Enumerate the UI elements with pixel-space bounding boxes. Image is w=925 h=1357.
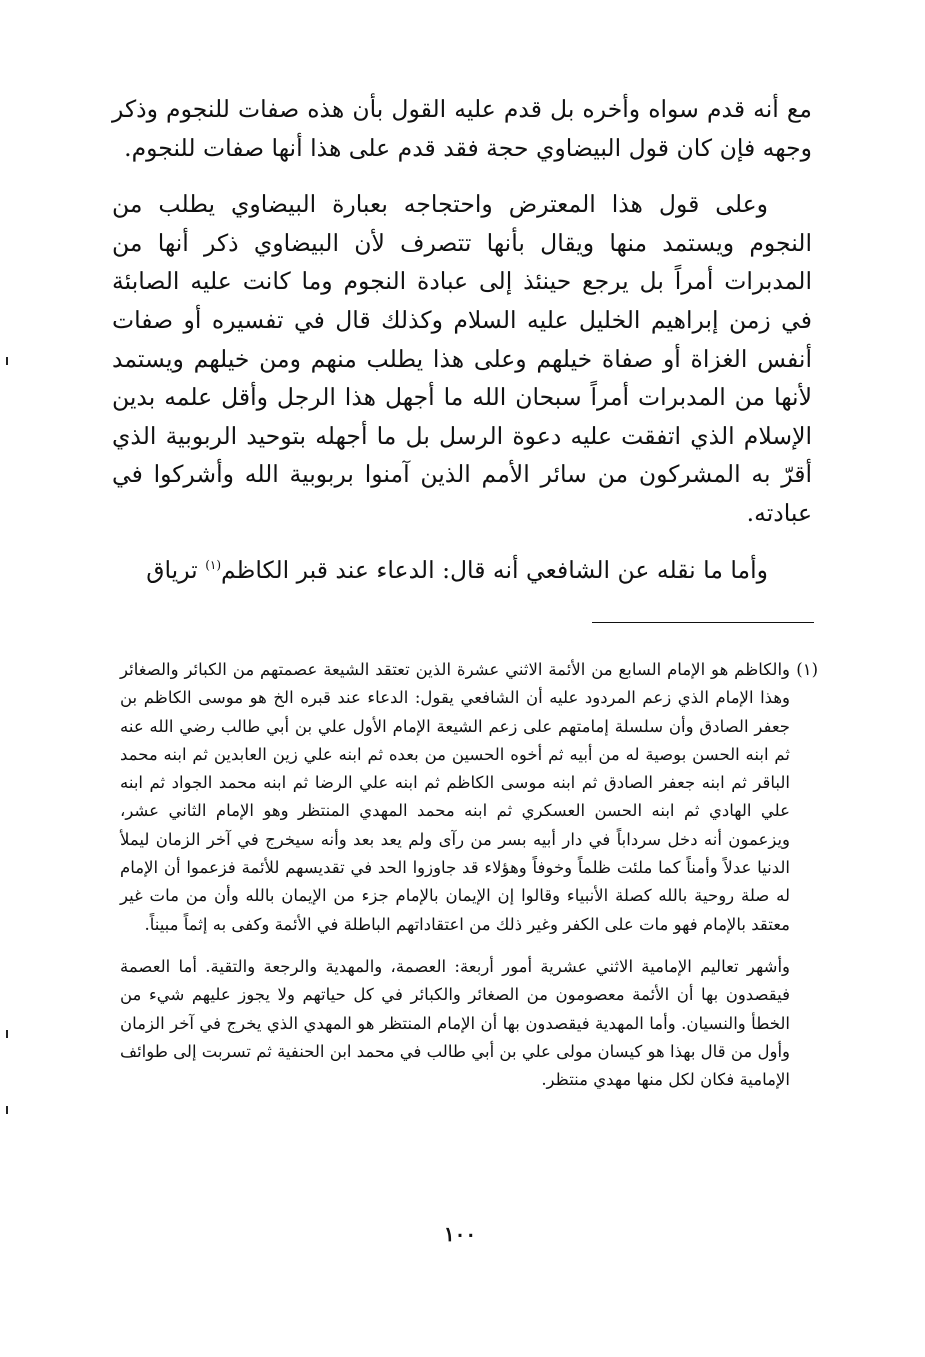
footnote-separator (592, 622, 814, 623)
footnote-1 (120, 656, 818, 939)
scan-mark (6, 1030, 8, 1038)
paragraph-2: وعلى قول هذا المعترض واحتجاجه بعبارة البيضاوي يطلب من النجوم ويستمد منها ويقال بأنها تتصرف لأن البيضاوي ذكر أنها من المدبرات أمراً بل يرجع حينئذ إلى عبادة النجوم وما كانت عليه الصابئة في زمن إبراهيم الخليل عليه السلام وكذلك قال في تفسيره أو صفات أنفس الغزاة أو صفاة خيلهم وعلى هذا يطلب منهم ومن خيلهم ويستمد لأنها من المدبرات أمراً سبحان الله ما أجهل هذا الرجل وأقل علمه بدين الإسلام الذي اتفقت عليه دعوة الرسل بل ما أجهله بتوحيد الربوبية الذي أقرّ به المشركون من سائر الأمم الذين آمنوا بربوبية الله وأشركوا في عبادته. (112, 190, 812, 527)
page-number: ١٠٠ (443, 1222, 477, 1246)
main-text (112, 90, 812, 589)
paragraph-3-continuation: ترياق (146, 555, 206, 584)
footnote-1-text: والكاظم هو الإمام السابع من الأئمة الاثني عشرة الذين تعتقد الشيعة عصمتهم من الكبائر والصغائر وهذا الإمام الذي زعم المردود عليه أن الشافعي يقول: الدعاء عند قبره الخ هو موسى الكاظم بن جعفر الصادق وأن سلسلة إمامتهم على زعم الشيعة الإمام الأول علي بن أبي طالب رضي الله عنه ثم ابنه الحسن بوصية له من أبيه ثم أخوه الحسين من بعده ثم ابنه علي زين العابدين ثم ابنه محمد الباقر ثم ابنه جعفر الصادق ثم ابنه موسى الكاظم ثم ابنه علي الرضا ثم ابنه محمد الجواد ثم ابنه علي الهادي ثم ابنه الحسن العسكري ثم ابنه محمد المهدي المنتظر وهو الإمام الثاني عشر، ويزعمون أنه دخل سرداباً في دار أبيه بسر من رآى ولم يعد بعد وأنه سيخرج في آخر الزمان ليملأ الدنيا عدلاً وأمناً كما ملئت ظلماً وخوفاً وهؤلاء قد جاوزوا الحد في تقديسهم للأئمة فزعموا أن الإمام له صلة روحية بالله كصلة الأنبياء وقالوا إن الإيمان بالإمام جزء من الإيمان بالله وأن من مات غير معتقد بالإمام فهو مات على الكفر وغير ذلك من اعتقاداتهم الباطلة في الأئمة وكفى به إثماً مبيناً. (120, 660, 791, 934)
footnote-reference[interactable]: (١) (205, 557, 222, 572)
paragraph-1: مع أنه قدم سواه وأخره بل قدم عليه القول بأن هذه صفات للنجوم وذكر وجهه فإن كان قول البيضاوي حجة فقد قدم على هذا أنها صفات للنجوم. (112, 95, 812, 162)
scan-mark (6, 357, 8, 365)
footnote-2-text: وأشهر تعاليم الإمامية الاثني عشرية أمور أربعة: العصمة، والمهدية والرجعة والتقية. أما العصمة فيقصدون بها أن الأئمة معصومون من الصغائر والكبائر في كل حياتهم ولا يجوز عليهم شيء من الخطأ والنسيان. وأما المهدية فيقصدون بها أن الإمام المنتظر هو المهدي الذي يخرج في آخر الزمان وأول من قال بهذا هو كيسان مولى علي بن أبي طالب في محمد ابن الحنفية ثم تسربت إلى طوائف الإمامية فكان لكل منها مهدي منتظر. (120, 956, 791, 1090)
footnote-number: (١) (796, 660, 818, 679)
scan-mark (6, 1106, 8, 1114)
footnotes (120, 656, 818, 1094)
paragraph-3 (112, 551, 812, 590)
paragraph-3-text: وأما ما نقله عن الشافعي أنه قال: الدعاء عند قبر الكاظم (221, 555, 768, 584)
